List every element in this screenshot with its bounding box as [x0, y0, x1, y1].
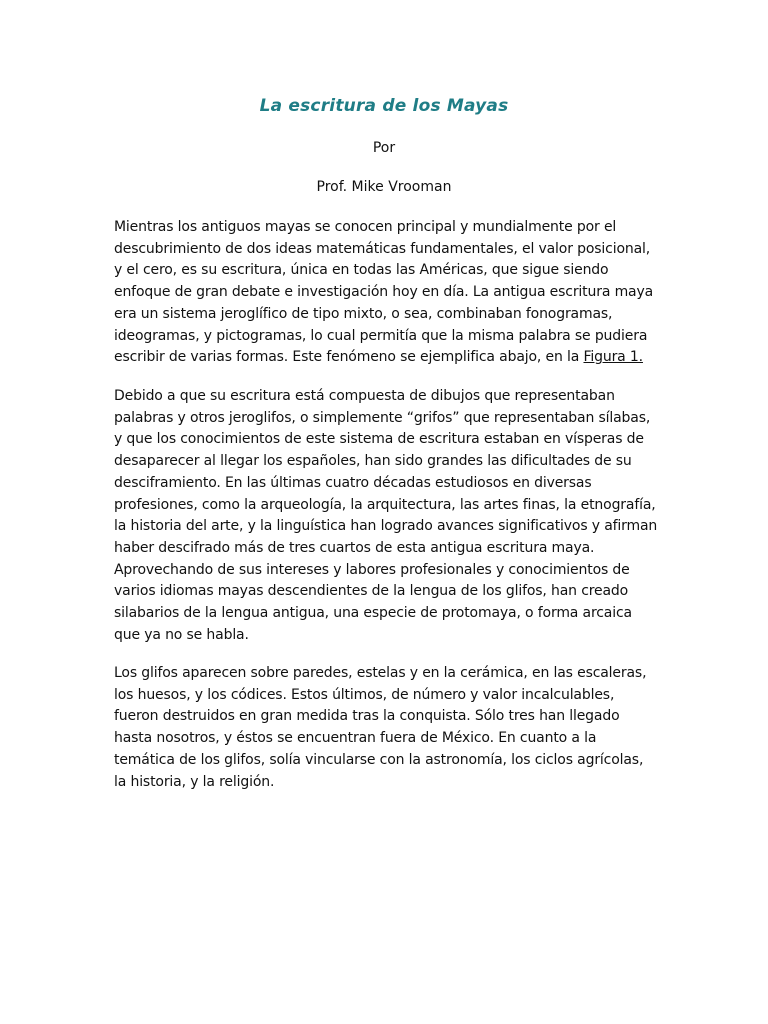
paragraph-2: Debido a que su escritura está compuesta de dibujos que representaban palabras y otros jeroglifos, o simplemente “grifos” que representaban sílabas, y que los conocimientos de este sistema de escritura estaban en vísperas de desaparecer al llegar los españoles, han sido grandes las dificultades de su desciframiento. En las últimas cuatro décadas estudiosos en diversas profesiones, como la arqueología, la arquitectura, las artes finas, la etnografía, la historia del arte, y la linguística han logrado avances significativos y afirman haber descifrado más de tres cuartos de esta antigua escritura maya. Aprovechando de sus intereses y labores profesionales y conocimientos de varios idiomas mayas descendientes de la lengua de los glifos, han creado silabarios de la lengua antigua, una especie de protomaya, o forma arcaica que ya no se habla. [114, 388, 658, 643]
author-name: Prof. Mike Vrooman [316, 179, 452, 195]
paragraph-3: Los glifos aparecen sobre paredes, estelas y en la cerámica, en las escaleras, los huesos, y los códices. Estos últimos, de número y valor incalculables, fueron destruidos en gran medida tras la conquista. Sólo tres han llegado hasta nosotros, y éstos se encuentran fuera de México. En cuanto a la temática de los glifos, solía vincularse con la astronomía, los ciclos agrícolas, la historia, y la religión. [114, 665, 647, 790]
figure-1-link[interactable]: Figura 1. [583, 349, 643, 366]
paragraph-1-text: Mientras los antiguos mayas se conocen principal y mundialmente por el descubrimiento de dos ideas matemáticas fundamentales, el valor posicional, y el cero, es su escritura, única en todas las Américas, que sigue siendo enfoque de gran debate e investigación hoy en día. La antigua escritura maya era un sistema jeroglífico de tipo mixto, o sea, combinaban fonogramas, ideogramas, y pictogramas, lo cual permitía que la misma palabra se pudiera escribir de varias formas. Este fenómeno se ejemplifica abajo, en la [114, 219, 654, 366]
document-title: La escritura de los Mayas [259, 96, 509, 116]
byline: Por [372, 140, 396, 156]
paragraph-1 [114, 217, 659, 369]
